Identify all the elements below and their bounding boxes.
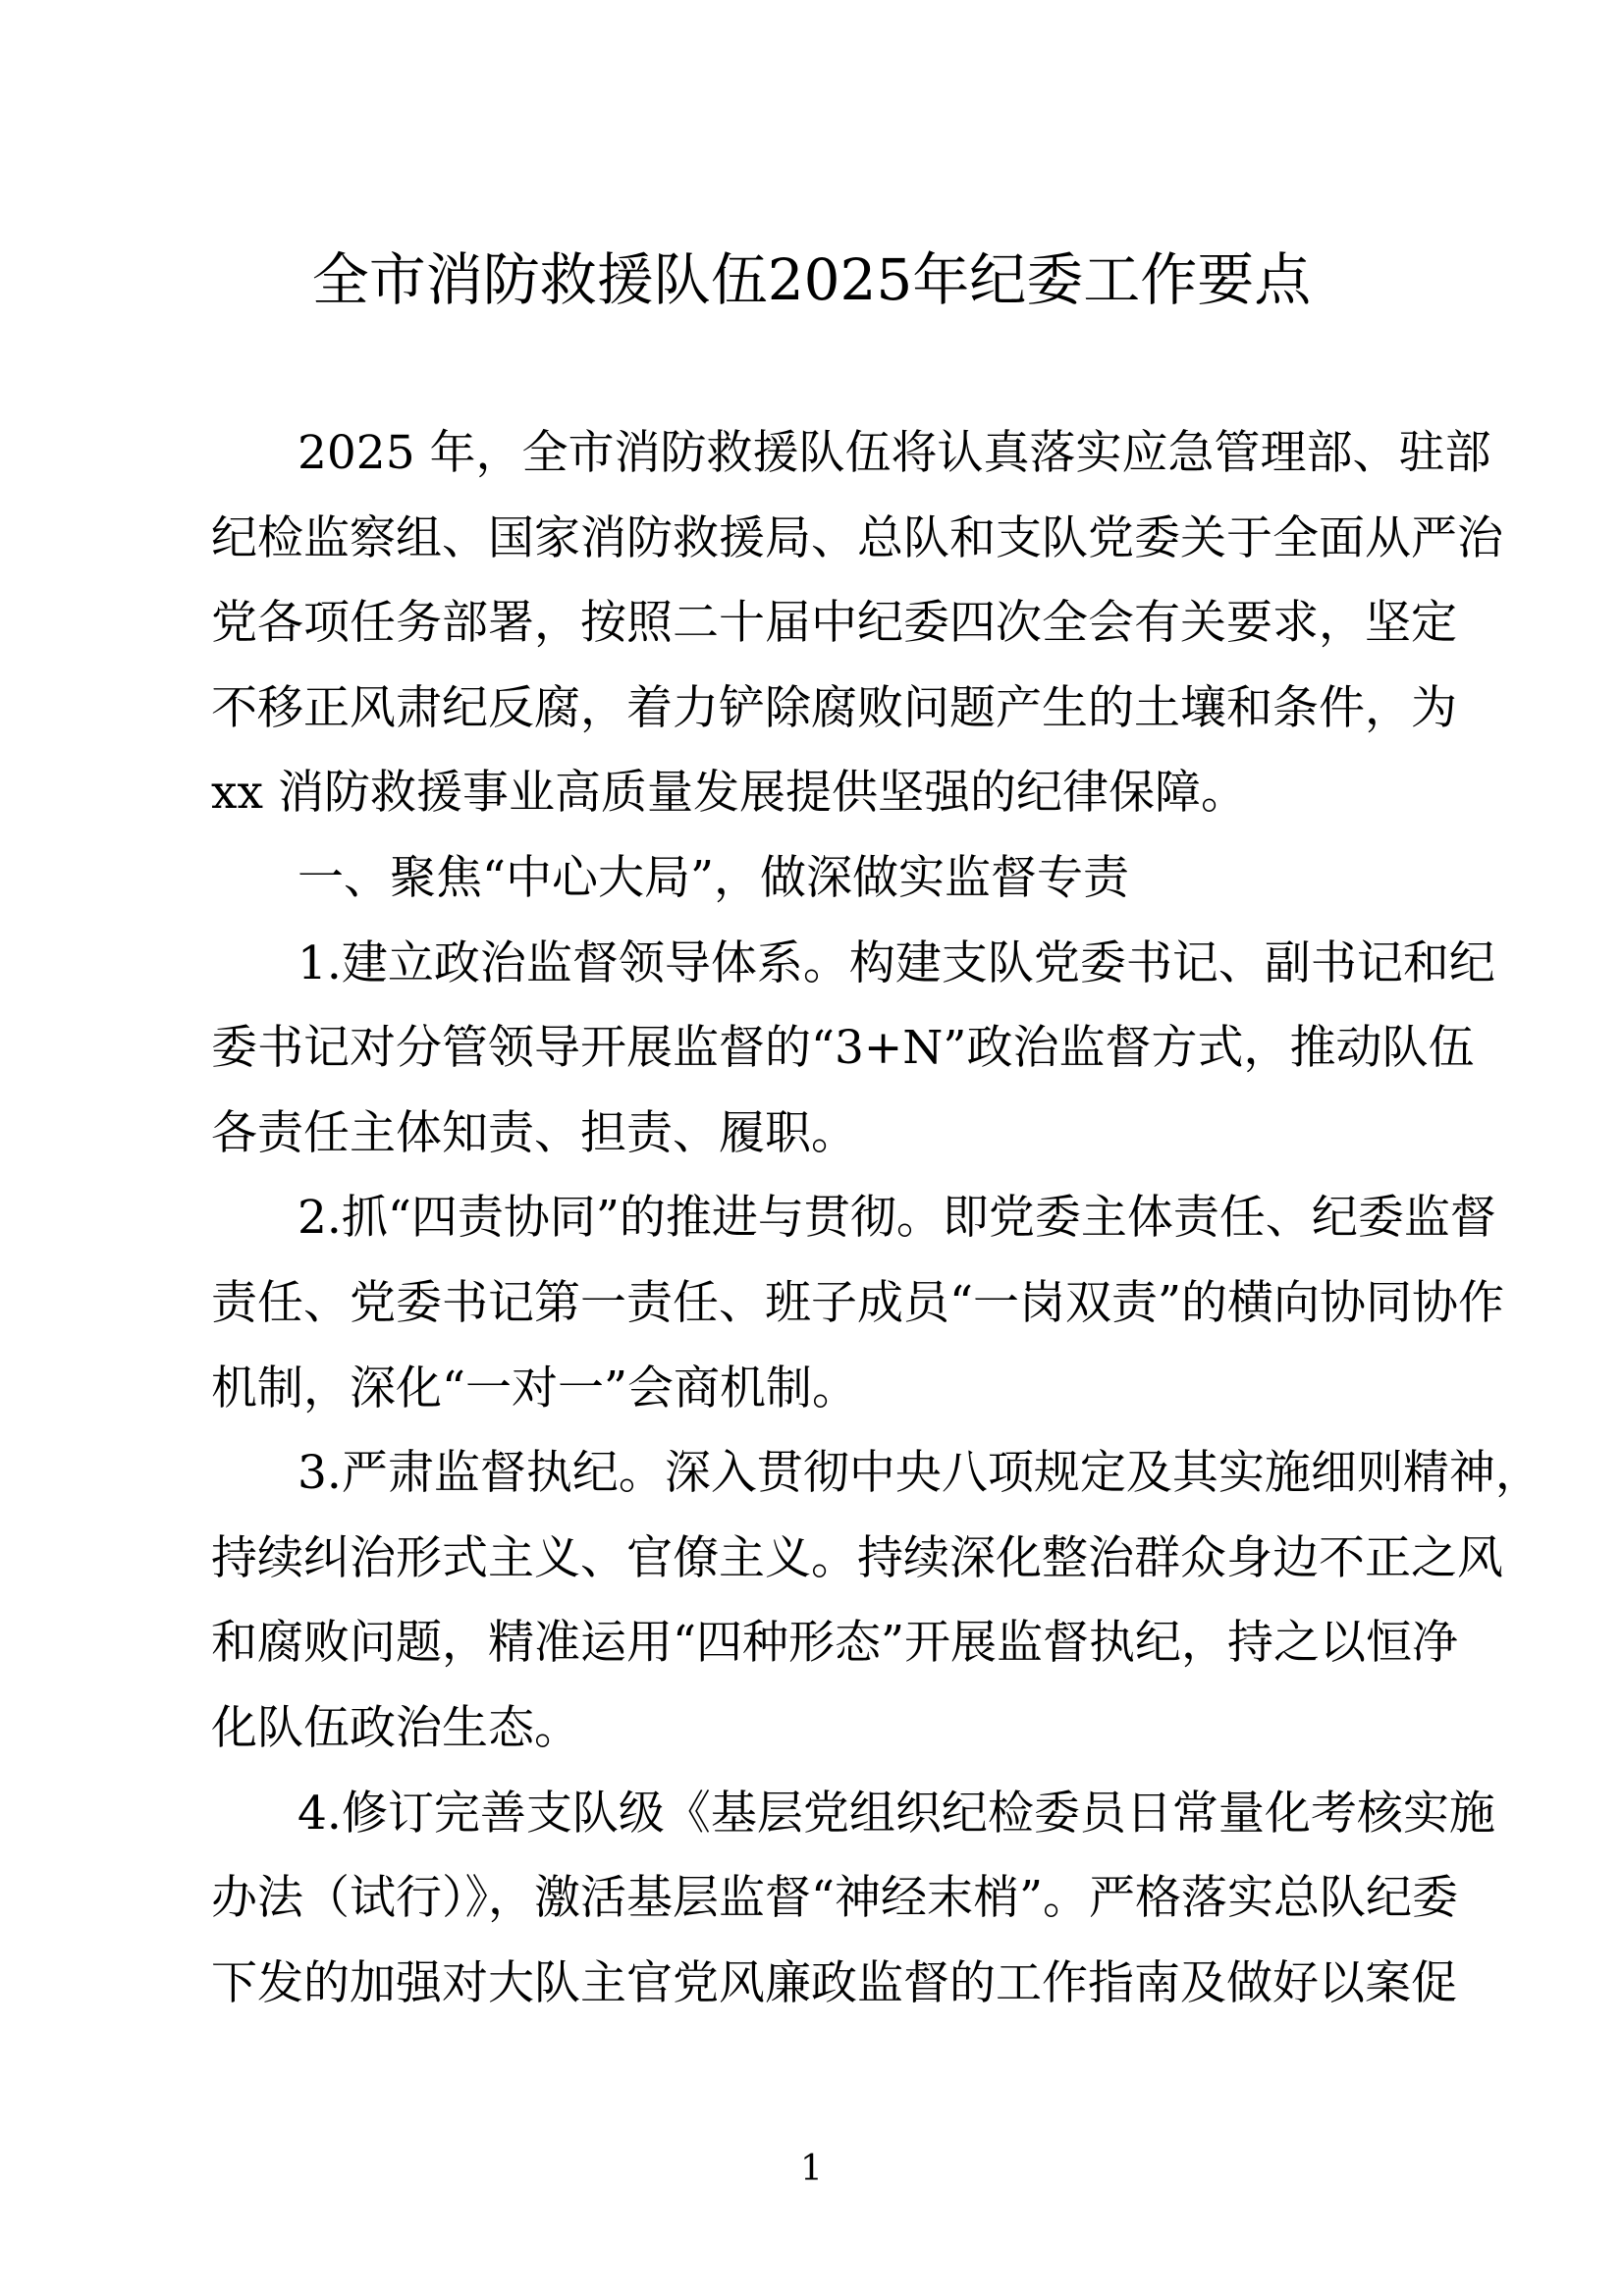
- item-paragraph-3: [211, 1431, 1542, 1771]
- text-line: 办法（试行）》，激活基层监督“神经末梢”。严格落实总队纪委: [211, 1871, 1459, 1926]
- text-line: 4.修订完善支队级《基层党组织纪检委员日常量化考核实施: [298, 1786, 1495, 1841]
- text-line: 纪检监察组、国家消防救援局、总队和支队党委关于全面从严治: [211, 510, 1503, 565]
- item-paragraph-2: [211, 1176, 1505, 1431]
- text-line: 委书记对分管领导开展监督的“3+N”政治监督方式，推动队伍: [211, 1021, 1475, 1076]
- document-body: [211, 411, 1542, 2026]
- text-line: 2.抓“四责协同”的推进与贯彻。即党委主体责任、纪委监督: [298, 1191, 1496, 1246]
- item-paragraph-4: [211, 1772, 1495, 2027]
- item-paragraph-1: [211, 922, 1495, 1177]
- text-line: 下发的加强对大队主官党风廉政监督的工作指南及做好以案促: [211, 1955, 1457, 2010]
- text-line: 持续纠治形式主义、官僚主义。持续深化整治群众身边不正之风: [211, 1530, 1503, 1585]
- text-line: 和腐败问题，精准运用“四种形态”开展监督执纪，持之以恒净: [211, 1616, 1459, 1671]
- text-line: 1.建立政治监督领导体系。构建支队党委书记、副书记和纪: [298, 935, 1495, 990]
- text-line: 各责任主体知责、担责、履职。: [211, 1105, 857, 1160]
- heading-line: 一、聚焦“中心大局”，做深做实监督专责: [298, 850, 1130, 905]
- document-title: 全市消防救援队伍2025年纪委工作要点: [311, 246, 1312, 313]
- text-line: 责任、党委书记第一责任、班子成员“一岗双责”的横向协同协作: [211, 1275, 1505, 1330]
- text-line: xx 消防救援事业高质量发展提供坚强的纪律保障。: [211, 766, 1247, 821]
- text-line: 化队伍政治生态。: [211, 1700, 580, 1755]
- intro-paragraph: [211, 411, 1503, 836]
- text-line: 3.严肃监督执纪。深入贯彻中央八项规定及其实施细则精神，: [298, 1446, 1542, 1501]
- text-line: 不移正风肃纪反腐，着力铲除腐败问题产生的土壤和条件，为: [211, 680, 1457, 735]
- section-heading: [211, 836, 1422, 922]
- page-number: 1: [800, 2149, 823, 2189]
- text-line: 2025 年，全市消防救援队伍将认真落实应急管理部、驻部: [298, 426, 1491, 480]
- text-line: 党各项任务部署，按照二十届中纪委四次全会有关要求，坚定: [211, 596, 1457, 651]
- text-line: 机制，深化“一对一”会商机制。: [211, 1361, 859, 1415]
